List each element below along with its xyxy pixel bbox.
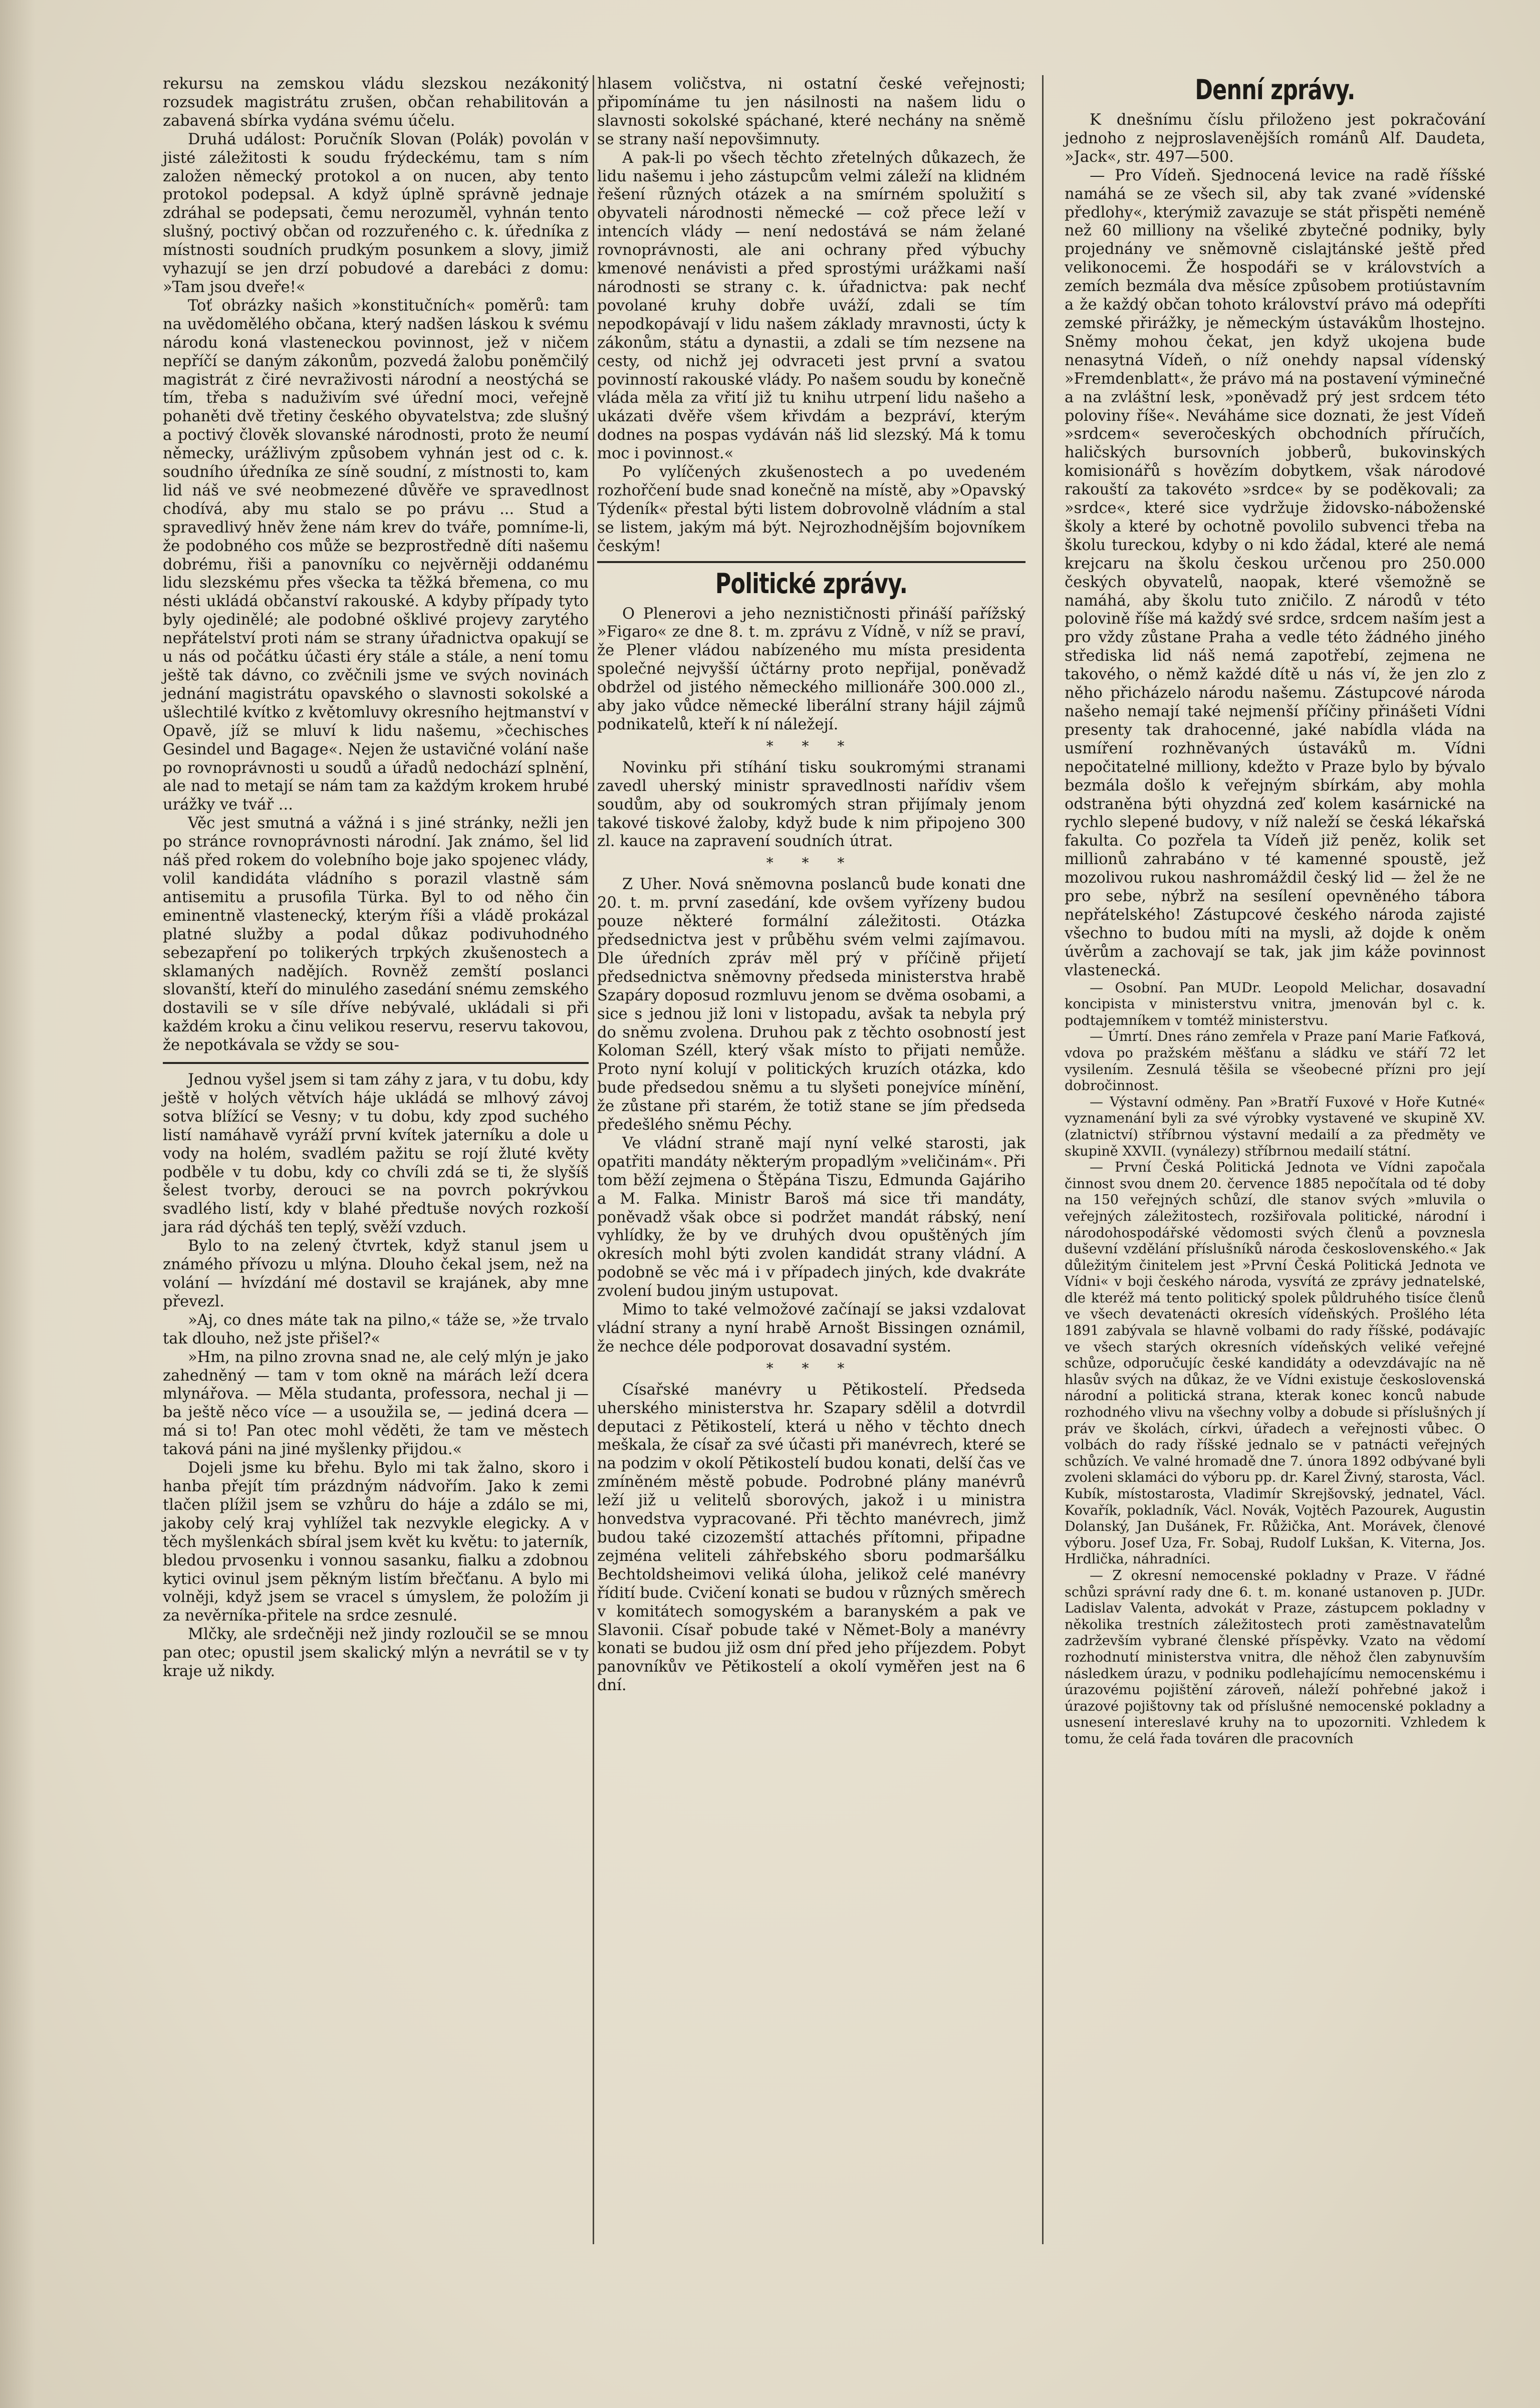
col2-paragraph-1: hlasem voličstva, ni ostatní české veřejnosti; připomínáme tu jen násilnosti na našem lidu o slavnosti sokolské spáchané, které nechány na sněmě se strany naší nepovšimnuty.	[597, 75, 1025, 148]
column-3	[1065, 75, 1485, 1748]
politics-news-3: Z Uher. Nová sněmovna poslanců bude konati dne 20. t. m. první zasedání, kde ovšem vyřízeny budou pouze některé formální záležitosti. Otázka předsednictva jest v průběhu svém velmi zajímavou. Dle úředních zpráv měl prý v příčině přijetí předsednictva sněmovny předseda ministerstva hrabě Szapáry doposud rozmluvu jenom se dvěma osobami, a sice s jednou již loni v listopadu, avšak ta nebyla prý do sněmu zvolena. Druhou pak z těchto osobností jest Koloman Széll, který však místo to přijati nemůže. Proto nyní kolují v politických kruzích otázka, kdo bude předsedou sněmu a tu slyšeti ponejvíce mínění, že zůstane při starém, že totiž stane se jím předseda předešlého sněmu Péchy.	[597, 876, 1025, 1134]
col1-paragraph-1: rekursu na zemskou vládu slezskou nezákonitý rozsudek magistrátu zrušen, občan rehabilitován a zabavená sbírka vydána svému účelu.	[163, 75, 589, 130]
col1-paragraph-3: Toť obrázky našich »konstitučních« poměrů: tam na uvědomělého občana, který nadšen láskou k svému národu koná vlasteneckou povinnost, jež v ničem nepříčí se daným zákonům, pozvedá žalobu poněmčilý magistrát z čiré nevraživosti národní a neostýchá se tím, třeba s naduživím své úřední moci, veřejně pohaněti dvě třetiny českého obyvatelstva; zde slušný a poctivý člověk slovanské národnosti, proto že neumí německy, urážlivým způsobem vyhnán jest od c. k. soudního úředníka ze síně soudní, z místnosti to, kam lid náš ve své neobmezené důvěře ve spravedlnost chodívá, aby mu stalo se po právu ... Stud a spravedlivý hněv žene nám krev do tváře, pomníme-li, že podobného cos může se bezprostředně díti našemu dobrému, řiši a panovníku co nejvěrněji oddanému lidu slezskému přes všecka ta těžká břemena, co mu nésti ukládá občanství rakouské. A kdyby případy tyto byly ojedinělé; ale podobné ošklivé projevy zarytého nepřátelství proti nám se strany úřadnictva opakují se u nás od počátku účasti éry stále a stále, a není tomu ještě tak dávno, co zvěčnili jsme ve svých novinách jednání magistrátu opavského o slavnosti sokolské a ušlechtilé kvítko z květomluvy okresního hejtmanství v Opavě, jíž se mluví k lidu našemu, »čechisches Gesindel und Bagage«. Nejen že ustavičné volání naše po rovnoprávnosti u soudů a úřadů nedochází splnění, ale nad to metají se nám tam za každým krokem hrubé urážky ve tvář ...	[163, 297, 589, 814]
col1-paragraph-2: Druhá událost: Poručník Slovan (Polák) povolán v jisté záležitosti k soudu frýdeckému, tam s ním založen německý protokol a on nucen, aby tento protokol podepsal. A když úplně správně jednaje zdráhal se podepsati, čemu nerozuměl, vyhnán tento slušný, poctivý občan od rozzuřeného c. k. úředníka z místnosti soudních prudkým posunkem a slovy, jimiž vyhazují se jen drzí pobudové a darebáci z domu: »Tam jsou dveře!«	[163, 130, 589, 296]
column-1	[163, 75, 589, 1681]
politics-news-4: Ve vládní straně mají nyní velké starosti, jak opatřiti mandáty některým propadlým »veličinám«. Při tom běží zejmena o Štěpána Tiszu, Edmunda Gajáriho a M. Falka. Ministr Baroš má sice tři mandáty, poněvadž však obce si podržet mandát rábský, není vyhlídky, že by ve druhých dvou opuštěných jím okresích mohl býti zvolen kandidát strany vládní. A podobně se věc má i v případech jiných, kde dvakráte zvolení budou jiným ustupovat.	[597, 1134, 1025, 1300]
section-heading-daily: Denní zprávy.	[1195, 74, 1355, 106]
feuilleton-paragraph-5: Dojeli jsme ku břehu. Bylo mi tak žalno, skoro i hanba přejít tím prázdným nádvořím. Jako k zemi tlačen plížil jsem se vzhůru do háje a zdálo se mi, jakoby celý kraj vyhlížel tak nezvykle elegicky. A v těch myšlenkách sbíral jsem květ ku květu: to jaterník, bledou prvosenku i vonnou sasanku, fialku a zdobnou kytici ovinul jsem pěkným listím břečťanu. A bylo mi volněji, když jsem se vracel s úmyslem, že položím ji za nevěrníka-přitele na srdce zesnulé.	[163, 1459, 589, 1625]
separator-stars-1: * * *	[766, 737, 857, 754]
feuilleton-paragraph-4: »Hm, na pilno zrovna snad ne, ale celý mlýn je jako zahedněný — tam v tom okně na márách leží dcera mlynářova. — Měla studanta, professora, nechal ji — ba ještě něco více — a usoužila se, — jediná dcera — má si to! Pan otec mohl věděti, že tam ve městech taková páni na jiné myšlenky přijdou.«	[163, 1348, 589, 1459]
separator-stars-3: * * *	[766, 1360, 857, 1377]
politics-news-2: Novinku při stíhání tisku soukromými stranami zavedl uherský ministr spravedlnosti nařídiv všem soudům, aby od soukromých stran přijímaly jenom takové tiskové žaloby, když bude k nim připojeno 300 zl. kauce na zapravení soudních útrat.	[597, 758, 1025, 851]
feuilleton-paragraph-1: Jednou vyšel jsem si tam záhy z jara, v tu dobu, kdy ještě v holých větvích háje ukládá se mlhový závoj sotva blížící se Vesny; v tu dobu, kdy zpod suchého listí namáhavě vyráží první kvítek jaterníku a dole u vody na holém, svadlém pažitu se rojí žluté květy podběle v tu dobu, kdy co chvíli zdá se ti, že slyšíš šelest tvorby, derouci se na povrch pokrývkou svadlého listí, kdy v blahé předtuše nových rozkoší jara rád dýcháš ten teplý, svěží vzduch.	[163, 1071, 589, 1237]
politics-news-6: Císařské manévry u Pětikostelí. Předseda uherského ministerstva hr. Szapary sdělil a dotvrdil deputaci z Pětikostelí, která u něho v těchto dnech meškala, že císař za své účasti při manévrech, které se na podzim v okolí Pětikostelí budou konati, delší čas ve zmíněném městě pobude. Podrobné plány manévrů leží již u velitelů sborových, jakož i u ministra honvedstva vypracované. Při těchto manévrech, jimž budou také cizozemští attachés přítomni, připadne zejména veliteli záhřebského sboru podmaršálku Bechtoldsheimovi veliká úloha, jelikož celé manévry řídití bude. Cvičení konati se budou v různých směrech v komitátech somogyském a baranyském a pak ve Slavonii. Císař pobude také v Němet-Boly a manévry konati se budou již osm dní před jeho příjezdem. Pobyt panovníkův ve Pětikostelí a okolí vyměřen jest na 6 dní.	[597, 1381, 1025, 1695]
daily-news-1: K dnešnímu číslu přiloženo jest pokračování jednoho z nejproslavenějších románů Alf. Daudeta, »Jack«, str. 497—500.	[1065, 111, 1485, 166]
column-2	[597, 75, 1025, 1695]
feuilleton-paragraph-3: »Aj, co dnes máte tak na pilno,« táže se, »že trvalo tak dlouho, než jste přišel?«	[163, 1311, 589, 1348]
daily-news-2: — Pro Vídeň. Sjednocená levice na radě říšské namáhá se ze všech sil, aby tak zvané »vídenské předlohy«, kterýmiž zavazuje se stát přispěti neméně než 60 milliony na všeliké zbytečné podniky, byly projednány ve sněmovně cislajtánské ještě před velikonocemi. Že hospodáři se v královstvích a zemích bezmála dva měsíce způsobem protiústavním a že každý občan tohoto království právo má odepříti zemské přirážky, je německým ústavákům lhostejno. Sněmy mohou čekat, jen když ukojena bude nenasytná Vídeň, o níž onehdy napsal vídenský »Fremdenblatt«, že právo má na postavení výminečné a na zvláštní lesk, »poněvadž prý jest srdcem této poloviny říše«. Neváháme sice doznati, že jest Vídeň »srdcem« severočeských obchodních příručích, haličských bursovních jobberů, bukovinských komisionářů s hovězím dobytkem, však národové rakouští za takovéto »srdce« by se poděkovali; za »srdce«, které sice vydržuje židovsko-náboženské školy a které by ochotně povolilo subvenci třeba na školu tureckou, kdyby o ni kdo žádal, které ale nemá krejcaru na školu českou určenou pro 250.000 českých obyvatelů, naopak, které všemožně se namáhá, aby školu tuto zničilo. Z národů v této polovině říše má každý své srdce, srdcem naším jest a pro vždy zůstane Praha a vedle této žádného jiného střediska lid náš nemá zapotřebí, zejmena ne takového, o němž každé dítě u nás ví, že jen zlo z něho přicházelo národu našemu. Zástupcové národa našeho nemají také nejmenší příčiny přinášeti Vídni presenty tak drahocenné, jaké nabídla vláda na usmíření rozhněvaných ústaváků m. Vídni nepočitatelné milliony, kdežto v Praze bylo by bývalo bezmála došlo k veřejným sbírkám, aby mohla odstraněna býti ohyzdná zeď kolem kasárnické na rychlo slepené budovy, v níž naleží se česká lékařská fakulta. Co pozřela ta Vídeň již peněz, kolik set millionů zahrabáno v té kamenné spoustě, jež mozolivou rukou nashromáždil český lid — žel že ne pro sebe, nýbrž na sesílení opevněného tábora nepřátelského! Zástupcové českého národa zajisté všechno to budou míti na mysli, až dojde k oněm úvěrům a zachovají se tak, jak jim káže povinnost vlastenecká.	[1065, 166, 1485, 979]
daily-news-4: — Úmrtí. Dnes ráno zemřela v Praze paní Marie Faťková, vdova po pražském měšťanu a sládku ve stáří 72 let vysilením. Zesnulá těšila se všeobecné přízni pro její dobročinnost.	[1065, 1029, 1485, 1094]
section-divider	[597, 561, 1025, 563]
daily-news-7: — Z okresní nemocenské pokladny v Praze. V řádné schůzi správní rady dne 6. t. m. konané ustanoven p. JUDr. Ladislav Valenta, advokát v Praze, zástupcem pokladny v několika trestních záležitostech proti zaměstnavatelům zadrževším vybrané členské příspěvky. Vzato na vědomí rozhodnutí ministerstva vnitra, dle něhož člen zabynuvším následkem úrazu, v podniku podlehajícímu nemocenskému i úrazovému pojištění zároveň, náleží pohřebné jakož i úrazové pojištovny tak od příslušné nemocenské pokladny a usnesení intereslavé kruhy na to upozorniti. Vzhledem k tomu, že celá řada továren dle pracovních	[1065, 1567, 1485, 1747]
col2-paragraph-3: Po vylíčených zkušenostech a po uvedeném rozhořčení bude snad konečně na místě, aby »Opavský Týdeník« přestal býti listem dobrovolně vládním a stal se listem, jakým má být. Nejrozhodnějším bojovníkem českým!	[597, 463, 1025, 555]
feuilleton-paragraph-2: Bylo to na zelený čtvrtek, když stanul jsem u známého přívozu u mlýna. Dlouho čekal jsem, než na volání — hvízdání mé dostavil se krajánek, aby mne převezl.	[163, 1237, 589, 1310]
col1-paragraph-4: Věc jest smutná a vážná i s jiné stránky, nežli jen po stránce rovnoprávnosti národní. Jak známo, šel lid náš před rokem do volebního boje jako spojenec vlády, volil kandidáta vládního s porazil vlastně sám antisemitu a prusofila Türka. Byl to od něho čin eminentně vlastenecký, kterým říši a vládě prokázal platné služby a podal důkaz podivuhodného sebezapření po tolikerých trpkých zkušenostech a sklamaných nadějích. Rovněž zemští poslanci slovanští, kteří do minulého zasedání snému zemského dostavili se v síle dříve nebývalé, ukládali si při každém kroku a činu velikou reservu, reservu takovou, že nepotkávala se vždy se sou-	[163, 815, 589, 1054]
scan-shadow-left	[0, 0, 35, 2408]
column-rule-2	[1042, 75, 1044, 2244]
daily-news-3: — Osobní. Pan MUDr. Leopold Melichar, dosavadní koncipista v ministerstvu vnitra, jmenován byl c. k. podtajemníkem v tomtéž ministerstvu.	[1065, 980, 1485, 1028]
separator-stars-2: * * *	[766, 855, 857, 872]
column-rule-1	[593, 75, 594, 2244]
politics-news-5: Mimo to také velmožové začínají se jaksi vzdalovat vládní strany a nyní hrabě Arnošt Bissingen oznámil, že nechce déle podporovat dosavadní systém.	[597, 1301, 1025, 1356]
daily-news-6: — První Česká Politická Jednota ve Vídni započala činnost svou dnem 20. července 1885 nepočítala od té doby na 150 veřejných schůzí, dle stanov svých »mluvila o veřejných záležitostech, rozšiřovala politické, národní i národohospodářské vědomosti svých členů a povznesla duševní vzdělání příslušníků národa československého.« Jak důležitým činitelem jest »První Česká Politická Jednota ve Vídni« v boji českého národa, vysvítá ze zprávy jednatelské, dle kteréž má tento politický spolek půldruhého tisíce členů ve všech devatenácti okresích vídeňských. Prošlého léta 1891 zabývala se hlavně volbami do rady říšské, podávajíc ve všech starých okresních vídeňských veliké veřejné schůze, odporučujíc české kandidáty a odevzdávajíc na ně hlasův svých na důkaz, že ve Vídni existuje československá národní a politická strana, kterak konec konců nabude rozhodného vlivu na všechny volby a dobude si příslušných jí práv ve školách, církvi, úřadech a veřejnosti vůbec. O volbách do rady říšské jednalo se v patnácti veřejných schůzích. Ve valné hromadě dne 7. února 1892 odbývané byli zvoleni sklamáci do výboru pp. dr. Karel Živný, starosta, Václ. Kubík, místostarosta, Vladimír Skrejšovský, jednatel, Václ. Kovařík, pokladník, Václ. Novák, Vojtěch Pazourek, Augustin Dolanský, Jan Dušánek, Fr. Růžička, Ant. Morávek, členové výboru. Josef Uza, Fr. Sobaj, Rudolf Lukšan, K. Viterna, Jos. Hrdlička, náhradníci.	[1065, 1160, 1485, 1567]
feuilleton-divider	[163, 1062, 589, 1064]
col2-paragraph-2: A pak-li po všech těchto zřetelných důkazech, že lidu našemu i jeho zástupcům velmi záleží na klidném řešení různých otázek a na smírném spolužití s obyvateli národnosti německé — což přece leží v intencích vlády — není nedostává se nám želané rovnoprávnosti, ale ani ochrany před výbuchy kmenové nenávisti a před sprostými urážkami naší národnosti se strany c. k. úřadnictva: pak nechť povolané kruhy dobře uváží, zdali se tím nepodkopávají v lidu našem základy mravnosti, úcty k zákonům, státu a dynastii, a zdali se tím nezsene na cesty, od nichž jej odvraceti jest první a svatou povinností rakouské vlády. Po našem soudu by konečně vláda měla za vřití již tu knihu utrpení lidu našeho a ukázati dvěře všem křivdám a bezpráví, kterým dodnes na pospas vydáván náš lid slezský. Má k tomu moc i povinnost.«	[597, 149, 1025, 463]
daily-news-5: — Výstavní odměny. Pan »Bratří Fuxové v Hoře Kutné« vyznamenání byli za své výrobky vystavené ve skupině XV. (zlatnictví) stříbrnou výstavní medailí a za předměty ve skupině XXVII. (vynálezy) stříbrnou medailí státní.	[1065, 1094, 1485, 1159]
section-heading-politics: Politické zprávy.	[715, 567, 908, 600]
feuilleton-paragraph-6: Mlčky, ale srdečněji než jindy rozloučil se se mnou pan otec; opustil jsem skalický mlýn a nevrátil se v ty kraje už nikdy.	[163, 1626, 589, 1681]
politics-news-1: O Plenerovi a jeho neznističnosti přináší pařížský »Figaro« ze dne 8. t. m. zprávu z Vídně, v níž se praví, že Plener vládou nabízeného mu místa presidenta společné nejvyšší účtárny proto nepřijal, poněvadž obdržel od jistého německého millionáře 300.000 zl., aby jako vůdce německé liberální strany hájil zájmů podnikatelů, kteří k ní náležejí.	[597, 605, 1025, 733]
